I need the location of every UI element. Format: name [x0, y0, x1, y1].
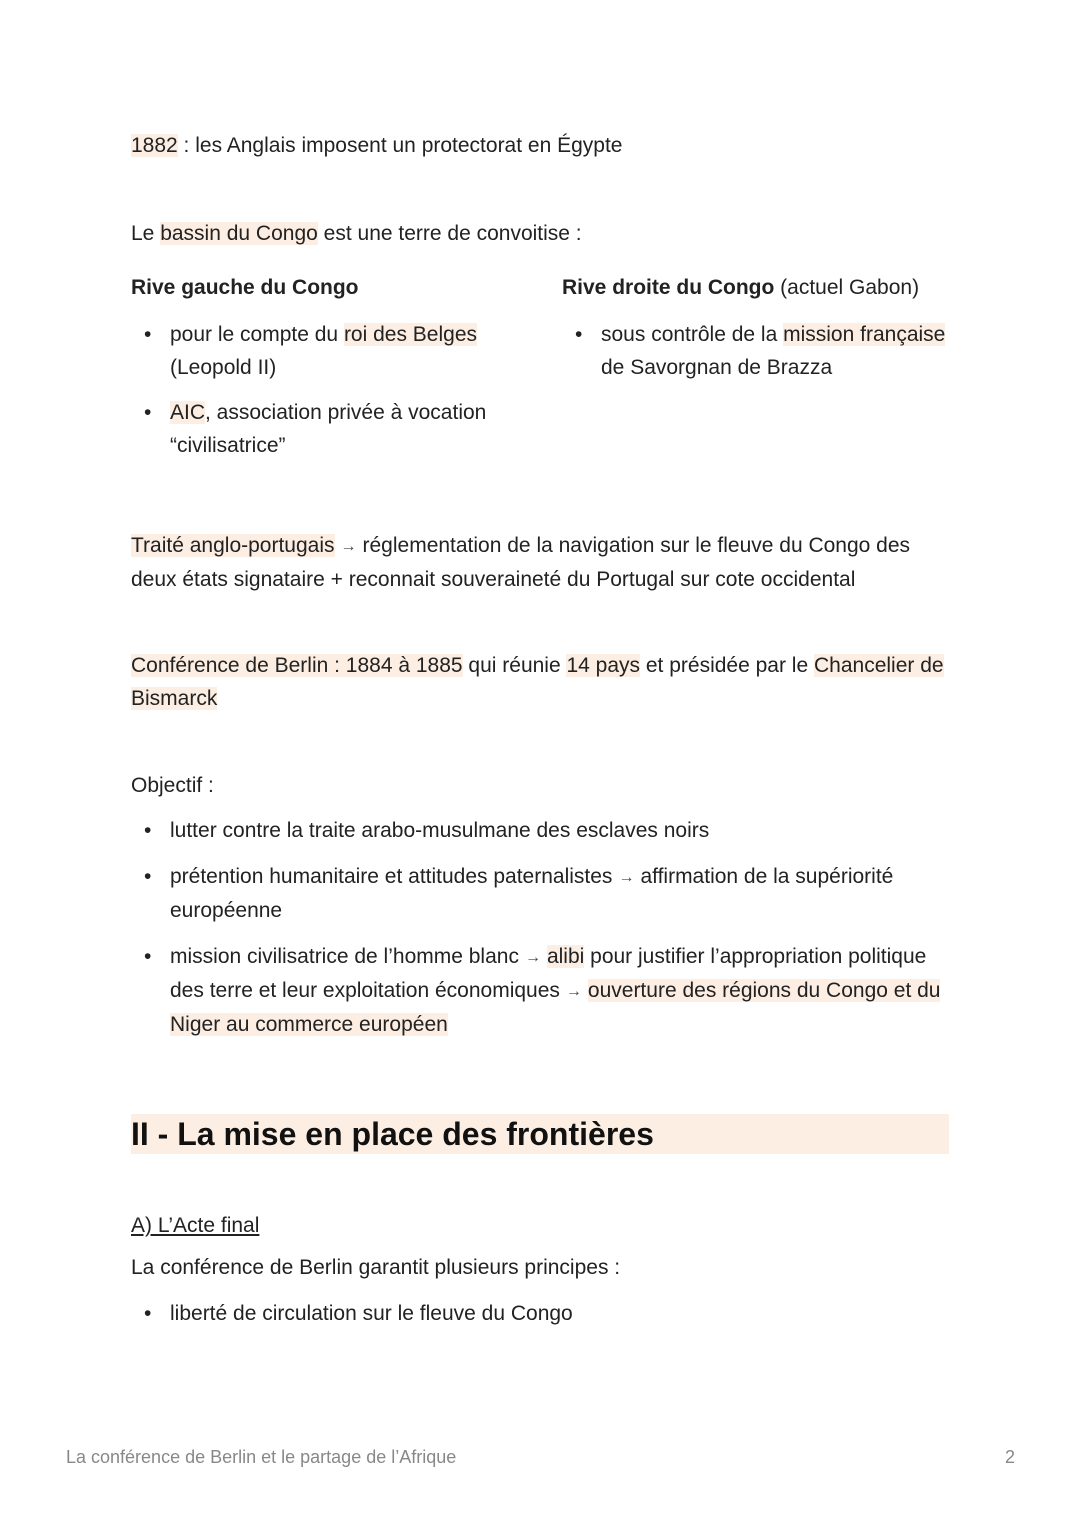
- list-item: • AIC, association privée à vocation “civilisatrice”: [131, 396, 531, 462]
- objective-list: [131, 814, 949, 1041]
- list-item: • liberté de circulation sur le fleuve du Congo: [131, 1297, 949, 1330]
- list-item: • lutter contre la traite arabo-musulmane des esclaves noirs: [131, 814, 949, 847]
- list-item: • pour le compte du roi des Belges (Leopold II): [131, 318, 531, 384]
- paragraph-principles: La conférence de Berlin garantit plusieurs principes :: [131, 1256, 621, 1279]
- arrow-icon: →: [565, 983, 582, 1000]
- list-item: • mission civilisatrice de l’homme blanc → alibi pour justifier l’appropriation politique des terre et leur exploitation économiques → ouverture des régions du Congo et du Niger au commerce européen: [131, 940, 949, 1041]
- list-item: • prétention humanitaire et attitudes paternalistes → affirmation de la supériorité européenne: [131, 860, 949, 927]
- highlight-date: 1882: [131, 134, 178, 157]
- arrow-icon: →: [524, 949, 541, 966]
- section-heading: II - La mise en place des frontières: [131, 1114, 949, 1154]
- footer-title: La conférence de Berlin et le partage de l’Afrique: [66, 1447, 457, 1467]
- arrow-icon: →: [618, 869, 635, 886]
- objective-label: Objectif :: [131, 774, 214, 797]
- left-bank-list: [131, 318, 531, 462]
- left-bank-column: [131, 271, 531, 462]
- left-bank-heading: Rive gauche du Congo: [131, 276, 359, 299]
- page-number: 2: [1004, 1447, 1015, 1467]
- right-bank-column: [562, 271, 949, 384]
- list-item: • sous contrôle de la mission française de Savorgnan de Brazza: [562, 318, 949, 384]
- right-bank-heading: Rive droite du Congo (actuel Gabon): [562, 276, 920, 299]
- subsection-heading: A) L’Acte final: [131, 1214, 260, 1237]
- principles-list: [131, 1297, 949, 1330]
- arrow-icon: →: [340, 538, 357, 555]
- paragraph-egypt: 1882 : les Anglais imposent un protectorat en Égypte: [131, 134, 623, 157]
- paragraph-conference: Conférence de Berlin : 1884 à 1885 qui réunie 14 pays et présidée par le Chancelier de Bismarck: [131, 654, 944, 710]
- paragraph-congo-basin: Le bassin du Congo est une terre de convoitise :: [131, 222, 582, 245]
- right-bank-list: [562, 318, 949, 384]
- paragraph-treaty: Traité anglo-portugais → réglementation de la navigation sur le fleuve du Congo des deux états signataire + reconnait souveraineté du Portugal sur cote occidental: [131, 534, 911, 591]
